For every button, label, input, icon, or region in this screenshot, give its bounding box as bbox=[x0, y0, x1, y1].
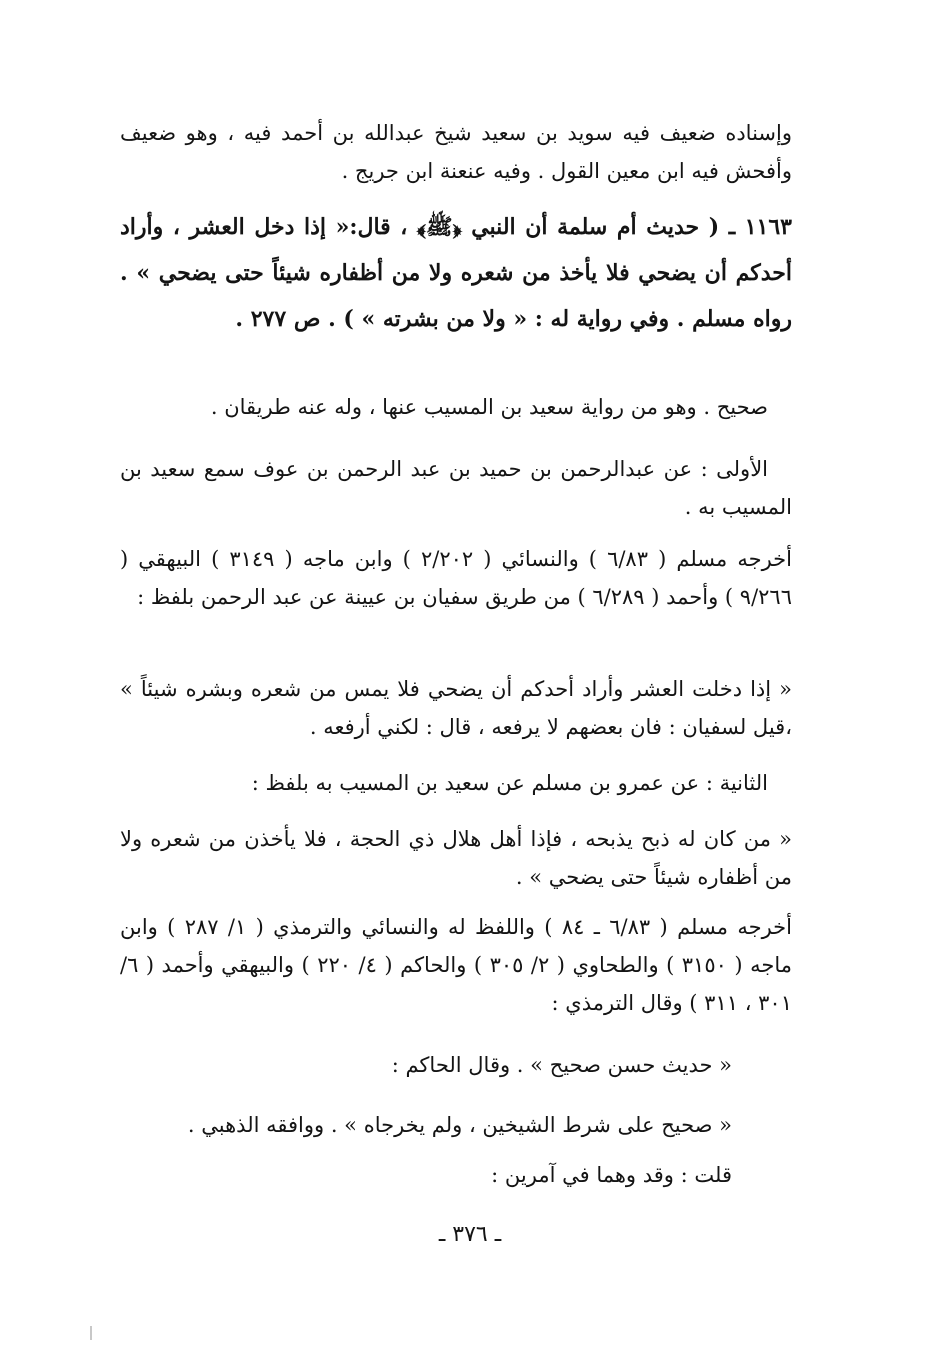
paragraph-isnad-note: وإسناده ضعيف فيه سويد بن سعيد شيخ عبدالله بن أحمد فيه ، وهو ضعيف وأفحش فيه ابن معين القول . وفيه عنعنة ابن جريج . bbox=[120, 121, 792, 183]
paragraph-hakim-quote: « صحيح على شرط الشيخين ، ولم يخرجاه » . ووافقه الذهبي . bbox=[187, 1113, 732, 1137]
scan-mark bbox=[90, 1326, 92, 1340]
paragraph-first-takhrij: أخرجه مسلم ( ٦/٨٣ ) والنسائي ( ٢/٢٠٢ ) وابن ماجه ( ٣١٤٩ ) البيهقي ( ٩/٢٦٦ ) وأحمد ( ٦/٢٨٩ ) من طريق سفيان بن عيينة عن عبد الرحمن بلفظ : bbox=[120, 547, 792, 609]
paragraph-conclusion: قلت : وقد وهما في آمرين : bbox=[491, 1163, 732, 1187]
paragraph-second-wording: « من كان له ذبح يذبحه ، فإذا أهل هلال ذي الحجة ، فلا يأخذن من شعره ولا من أظفاره شيئاً حتى يضحي » . bbox=[120, 827, 792, 889]
paragraph-sahih-verdict: صحيح . وهو من رواية سعيد بن المسيب عنها ، وله عنه طريقان . bbox=[210, 395, 768, 419]
paragraph-tirmidhi-quote: « حديث حسن صحيح » . وقال الحاكم : bbox=[391, 1053, 732, 1077]
page-number: ـ ٣٧٦ ـ bbox=[438, 1222, 502, 1247]
paragraph-second-takhrij: أخرجه مسلم ( ٦/٨٣ ـ ٨٤ ) واللفظ له والنسائي والترمذي ( ١/ ٢٨٧ ) وابن ماجه ( ٣١٥٠ ) والطحاوي ( ٢/ ٣٠٥ ) والحاكم ( ٤/ ٢٢٠ ) والبيهقي وأحمد ( ٦/ ٣٠١ ، ٣١١ ) وقال الترمذي : bbox=[120, 915, 792, 1015]
paragraph-first-route: الأولى : عن عبدالرحمن بن حميد بن عبد الرحمن بن عوف سمع سعيد بن المسيب به . bbox=[120, 457, 792, 519]
paragraph-first-wording: « إذا دخلت العشر وأراد أحدكم أن يضحي فلا يمس من شعره وبشره شيئاً » ،قيل لسفيان : فان بعضهم لا يرفعه ، قال : لكني أرفعه . bbox=[120, 677, 792, 739]
paragraph-second-route: الثانية : عن عمرو بن مسلم عن سعيد بن المسيب به بلفظ : bbox=[251, 771, 768, 795]
paragraph-hadith-1163: ١١٦٣ ـ ( حديث أم سلمة أن النبي ﴿ﷺ﴾ ، قال:« إذا دخل العشر ، وأراد أحدكم أن يضحي فلا يأخذ من شعره ولا من أظفاره شيئاً حتى يضحي » . رواه مسلم . وفي رواية له : « ولا من بشرته » ) . ص ٢٧٧ . bbox=[120, 214, 792, 332]
